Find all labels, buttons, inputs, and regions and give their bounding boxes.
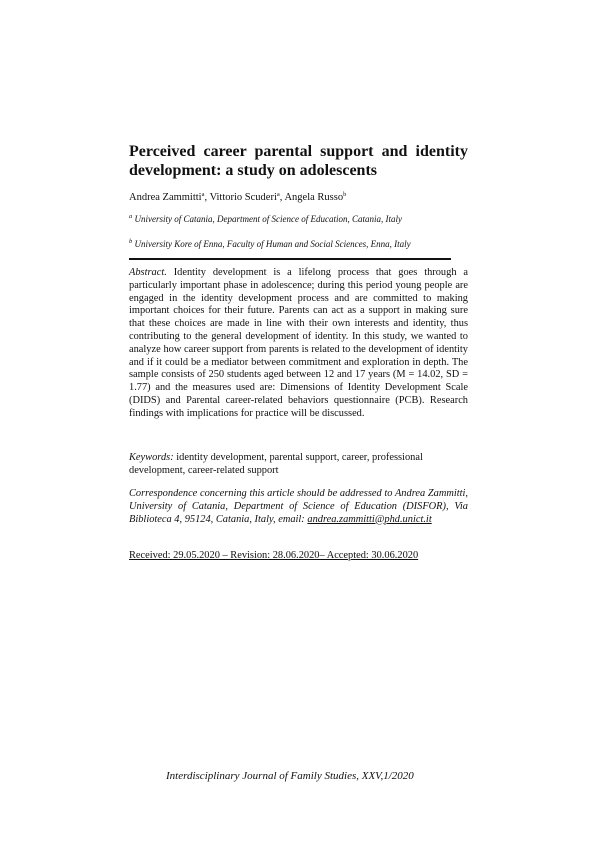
author-affiliation-mark: a bbox=[276, 191, 280, 198]
affiliation-a bbox=[129, 211, 468, 225]
author-name: Andrea Zammitti bbox=[129, 192, 202, 203]
author-affiliation-mark: a bbox=[201, 191, 205, 198]
affiliation-text: University Kore of Enna, Faculty of Human and Social Sciences, Enna, Italy bbox=[134, 239, 411, 249]
affiliation-mark: b bbox=[129, 238, 133, 245]
submission-dates: Received: 29.05.2020 – Revision: 28.06.2020– Accepted: 30.06.2020 bbox=[129, 550, 419, 561]
abstract-label: Abstract bbox=[129, 267, 165, 278]
journal-footer: Interdisciplinary Journal of Family Studies, XXV,1/2020 bbox=[166, 770, 414, 782]
correspondence-text: Correspondence concerning this article should be addressed to Andrea Zammitti, University of Catania, Department of Science of Education (DISFOR), Via Biblioteca 4, 95124, Catania, Italy, email: bbox=[129, 488, 468, 525]
correspondence-email-link[interactable]: andrea.zammitti@phd.unict.it bbox=[307, 513, 432, 525]
author-affiliation-mark: b bbox=[343, 191, 347, 198]
author-list: Andrea Zammitti$^a$, Vittorio Scuderi$^a$, Angela Russo$^b$ bbox=[129, 191, 347, 203]
abstract: Abstract. Identity development is a lifelong process that goes through a particularly important phase in adolescence; during this period young people are engaged in the identity development process and are committed to making important choices for their future. Parents can act as a support in making sure that these choices are made in line with their own interests and identity, thus contributing to the general development of identity. In this study, we wanted to analyze how career support from parents is related to the development of identity and if it could be a mediator between commitment and exploration in depth. The sample consists of 250 students aged between 12 and 17 years (M = 14.02, SD = 1.77) and the measures used are: Dimensions of Identity Development Scale (DIDS) and Parental career-related behaviors questionnaire (PCB). Research findings with implications for practice will be discussed. bbox=[129, 267, 468, 419]
affiliation-mark: a bbox=[129, 213, 133, 220]
affiliation-text: University of Catania, Department of Science of Education, Catania, Italy bbox=[134, 214, 402, 224]
keywords: Keywords: identity development, parental support, career, professional development, career-related support bbox=[129, 452, 423, 476]
affiliation-b bbox=[129, 236, 468, 250]
correspondence-note bbox=[129, 488, 468, 526]
header-divider bbox=[129, 258, 451, 260]
author-name: Vittorio Scuderi bbox=[209, 192, 277, 203]
author-name: Angela Russo bbox=[284, 192, 344, 203]
keywords-label: Keywords bbox=[129, 452, 171, 463]
abstract-text: Identity development is a lifelong process that goes through a particularly important phase in adolescence; during this period young people are engaged in the identity development process and are committed to making important choices for their future. Parents can act as a support in making sure that these choices are made in line with their own interests and identity, thus contributing to the general development of identity. In this study, we wanted to analyze how career support from parents is related to the development of identity and if it could be a mediator between commitment and exploration in depth. The sample consists of 250 students aged between 12 and 17 years (M = 14.02, SD = 1.77) and the measures used are: Dimensions of Identity Development Scale (DIDS) and Parental career-related behaviors questionnaire (PCB). Research findings with implications for practice will be discussed. bbox=[129, 267, 468, 419]
article-title: Perceived career parental support and identity development: a study on adolescents bbox=[129, 143, 468, 179]
keywords-text: identity development, parental support, career, professional development, career-related support bbox=[129, 452, 423, 476]
